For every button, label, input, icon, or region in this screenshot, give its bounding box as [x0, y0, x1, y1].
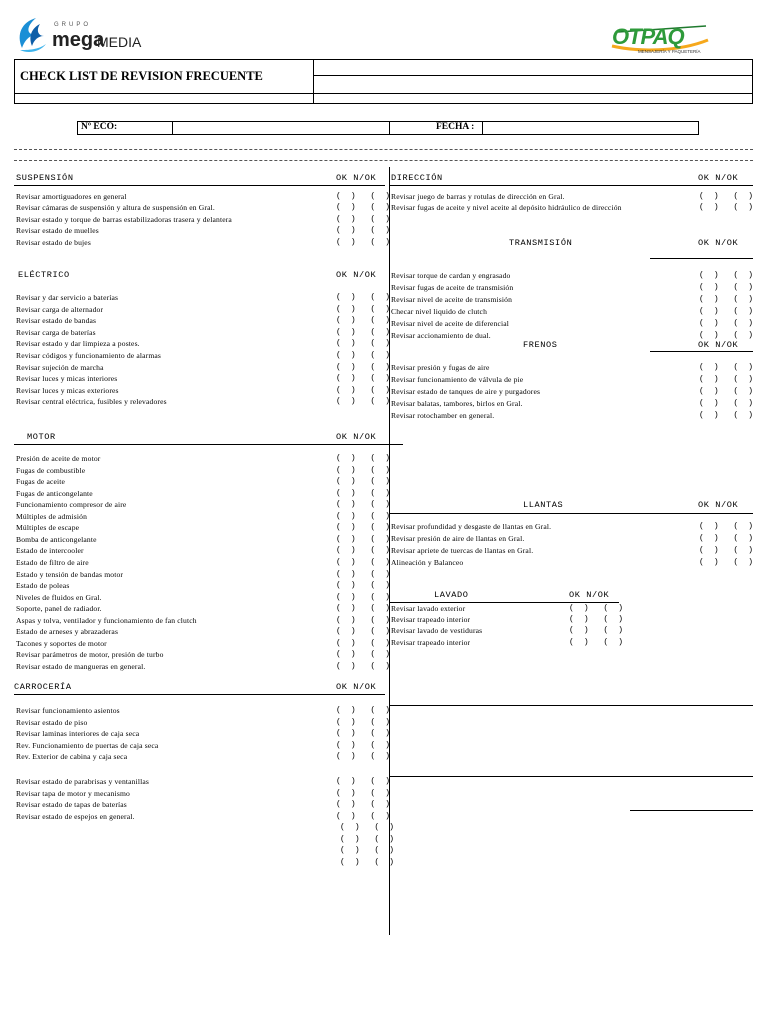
ok-nok-checkbox[interactable]: ( ) ( ): [699, 306, 754, 316]
checklist-item-electrico: Revisar códigos y funcionamiento de alarmas: [16, 351, 161, 360]
ok-nok-checkbox[interactable]: ( ) ( ): [699, 410, 754, 420]
ok-nok-checkbox[interactable]: ( ) ( ): [699, 294, 754, 304]
ok-nok-checkbox[interactable]: ( ) ( ): [336, 339, 391, 349]
ok-nok-checkbox[interactable]: ( ) ( ): [336, 226, 391, 236]
ok-nok-checkbox[interactable]: ( ) ( ): [340, 846, 395, 856]
checklist-item-electrico: Revisar y dar servicio a baterías: [16, 293, 119, 302]
ok-nok-checkbox[interactable]: ( ) ( ): [699, 203, 754, 213]
ok-nok-checkbox[interactable]: ( ) ( ): [699, 282, 754, 292]
ok-nok-checkbox[interactable]: ( ) ( ): [336, 546, 391, 556]
checklist-item-electrico: Revisar luces y micas exteriores: [16, 385, 119, 395]
ok-nok-checkbox[interactable]: ( ) ( ): [569, 637, 624, 647]
checklist-item-motor: Fugas de anticongelante: [16, 488, 93, 498]
electrico-ok-header: OK N/OK: [336, 270, 377, 280]
ok-nok-checkbox[interactable]: ( ) ( ): [569, 626, 624, 636]
brand-group-label: GRUPO: [54, 22, 92, 28]
checklist-item-direccion: Revisar juego de barras y rotulas de dirección en Gral.: [391, 192, 565, 201]
section-electrico-title: ELÉCTRICO: [18, 270, 70, 280]
checklist-item-motor: Estado de arneses y abrazaderas: [16, 627, 119, 637]
checklist-item-transmision: Checar nivel liquido de clutch: [391, 306, 488, 316]
ok-nok-checkbox[interactable]: ( ) ( ): [336, 800, 391, 810]
dashed-separator-2: [14, 160, 753, 161]
ok-nok-checkbox[interactable]: ( ) ( ): [336, 592, 391, 602]
ok-nok-checkbox[interactable]: ( ) ( ): [336, 534, 391, 544]
brand-media-text: MEDIA: [97, 34, 142, 50]
ok-nok-checkbox[interactable]: ( ) ( ): [336, 523, 391, 533]
checklist-item-motor: Estado de filtro de aire: [16, 557, 89, 567]
frenos-ok-header: OK N/OK: [698, 340, 739, 350]
ok-nok-checkbox[interactable]: ( ) ( ): [336, 650, 391, 660]
ok-nok-checkbox[interactable]: ( ) ( ): [336, 717, 391, 727]
megamedia-swirl-icon: [14, 14, 48, 56]
otpaq-main-text: OTPAQ: [612, 24, 684, 49]
checklist-item-motor: Niveles de fluidos en Gral.: [16, 592, 102, 602]
lavado-ok-header: OK N/OK: [569, 590, 610, 600]
ok-nok-checkbox[interactable]: ( ) ( ): [569, 604, 624, 613]
otpaq-subtitle-text: MENSAJERÍA Y PAQUETERÍA: [638, 49, 701, 54]
section-lavado-title: LAVADO: [434, 590, 469, 600]
ok-nok-checkbox[interactable]: ( ) ( ): [699, 557, 754, 567]
ok-nok-checkbox[interactable]: ( ) ( ): [336, 788, 391, 798]
blank-line-2: [389, 776, 753, 777]
section-direccion-title: DIRECCIÓN: [391, 173, 443, 183]
ok-nok-checkbox[interactable]: ( ) ( ): [336, 327, 391, 337]
checklist-item-frenos: Revisar funcionamiento de válvula de pie: [391, 374, 524, 384]
ok-nok-checkbox[interactable]: ( ) ( ): [699, 192, 754, 201]
checklist-item-transmision: Revisar fugas de aceite de transmisión: [391, 282, 514, 292]
checklist-item-electrico: Revisar carga de alternador: [16, 304, 104, 314]
llantas-ok-header: OK N/OK: [698, 500, 739, 510]
dashed-separator-1: [14, 149, 753, 150]
ok-nok-checkbox[interactable]: ( ) ( ): [699, 363, 754, 372]
ok-nok-checkbox[interactable]: ( ) ( ): [336, 615, 391, 625]
checklist-item-motor: Revisar parámetros de motor, presión de turbo: [16, 650, 164, 660]
checklist-item-carroceria: Revisar estado de tapas de baterías: [16, 800, 127, 810]
ok-nok-checkbox[interactable]: ( ) ( ): [699, 271, 754, 280]
checklist-item-motor: Estado de poleas: [16, 581, 70, 591]
checklist-item-motor: Revisar estado de mangueras en general.: [16, 661, 146, 671]
checklist-item-transmision: Revisar nivel de aceite de diferencial: [391, 318, 510, 328]
checklist-item-electrico: Revisar carga de baterías: [16, 327, 96, 337]
ok-nok-checkbox[interactable]: ( ) ( ): [336, 706, 391, 715]
ok-nok-checkbox[interactable]: ( ) ( ): [336, 740, 391, 750]
checklist-item-suspension: Revisar cámaras de suspensión y altura de suspensión en Gral.: [16, 203, 215, 213]
fecha-input[interactable]: [483, 122, 698, 134]
ok-nok-checkbox[interactable]: ( ) ( ): [336, 351, 391, 360]
fecha-label: FECHA :: [436, 122, 475, 132]
section-frenos-title: FRENOS: [523, 340, 558, 350]
ok-nok-checkbox[interactable]: ( ) ( ): [336, 237, 391, 247]
checklist-item-frenos: Revisar rotochamber en general.: [391, 410, 495, 420]
checklist-item-motor: Fugas de aceite: [16, 477, 66, 487]
checklist-item-llantas: Alineación y Balanceo: [391, 557, 464, 567]
title-box-row-line-1: [313, 75, 753, 76]
direccion-ok-header: OK N/OK: [698, 173, 739, 183]
section-suspension-title: SUSPENSIÓN: [16, 173, 74, 183]
checklist-item-carroceria: Revisar laminas interiores de caja seca: [16, 729, 140, 739]
ok-nok-checkbox[interactable]: ( ) ( ): [336, 581, 391, 591]
checklist-item-carroceria: Revisar estado de piso: [16, 717, 88, 727]
ok-nok-checkbox[interactable]: ( ) ( ): [336, 638, 391, 648]
ok-nok-checkbox[interactable]: ( ) ( ): [336, 214, 391, 224]
checklist-item-electrico: Revisar estado y dar limpieza a postes.: [16, 339, 140, 349]
carroceria-underline: [14, 694, 385, 695]
ok-nok-checkbox[interactable]: ( ) ( ): [336, 385, 391, 395]
checklist-item-suspension: Revisar amortiguadores en general: [16, 192, 127, 201]
checklist-item-direccion: Revisar fugas de aceite y nivel aceite al depósito hidráulico de dirección: [391, 203, 622, 213]
carroceria-ok-header: OK N/OK: [336, 682, 377, 692]
motor-underline: [14, 444, 403, 445]
checklist-item-carroceria: Revisar funcionamiento asientos: [16, 706, 120, 715]
ok-nok-checkbox[interactable]: ( ) ( ): [336, 511, 391, 521]
checklist-item-motor: Funcionamiento compresor de aire: [16, 500, 127, 510]
brand-mega-text: mega: [52, 29, 105, 51]
checklist-item-carroceria: Revisar estado de espejos en general.: [16, 811, 135, 821]
checklist-item-motor: Presión de aceite de motor: [16, 454, 101, 463]
checklist-item-frenos: Revisar estado de tanques de aire y purgadores: [391, 386, 541, 396]
ok-nok-checkbox[interactable]: ( ) ( ): [336, 661, 391, 671]
checklist-item-motor: Estado de intercooler: [16, 546, 84, 556]
ok-nok-checkbox[interactable]: ( ) ( ): [336, 203, 391, 213]
transmision-ok-header: OK N/OK: [698, 238, 739, 248]
ok-nok-checkbox[interactable]: ( ) ( ): [336, 293, 391, 302]
section-motor-title: MOTOR: [27, 432, 56, 442]
checklist-item-motor: Múltiples de escape: [16, 523, 80, 533]
checklist-item-transmision: Revisar accionamiento de dual.: [391, 330, 491, 340]
ok-nok-checkbox[interactable]: ( ) ( ): [699, 545, 754, 555]
ok-nok-checkbox[interactable]: ( ) ( ): [699, 318, 754, 328]
direccion-underline: [389, 185, 753, 186]
ok-nok-checkbox[interactable]: ( ) ( ): [336, 192, 391, 201]
checklist-item-transmision: Revisar torque de cardan y engrasado: [391, 271, 511, 280]
ok-nok-checkbox[interactable]: ( ) ( ): [336, 604, 391, 614]
checklist-item-lavado: Revisar trapeado interior: [391, 637, 471, 647]
ok-nok-checkbox[interactable]: ( ) ( ): [336, 500, 391, 510]
checklist-item-motor: Estado y tensión de bandas motor: [16, 569, 124, 579]
ok-nok-checkbox[interactable]: ( ) ( ): [336, 397, 391, 407]
megamedia-logo: [14, 12, 142, 58]
checklist-item-frenos: Revisar presión y fugas de aire: [391, 363, 490, 372]
section-transmision-title: TRANSMISIÓN: [509, 238, 573, 248]
checklist-item-lavado: Revisar lavado de vestiduras: [391, 626, 483, 636]
ok-nok-checkbox[interactable]: ( ) ( ): [336, 627, 391, 637]
ok-nok-checkbox[interactable]: ( ) ( ): [340, 834, 395, 844]
ok-nok-checkbox[interactable]: ( ) ( ): [699, 374, 754, 384]
checklist-item-carroceria: Revisar tapa de motor y mecanismo: [16, 788, 130, 798]
checklist-item-motor: Fugas de combustible: [16, 465, 86, 475]
checklist-item-transmision: Revisar nivel de aceite de transmisión: [391, 294, 513, 304]
ok-nok-checkbox[interactable]: ( ) ( ): [336, 477, 391, 487]
checklist-item-llantas: Revisar profundidad y desgaste de llantas en Gral.: [391, 522, 552, 531]
ok-nok-checkbox[interactable]: ( ) ( ): [336, 811, 391, 821]
checklist-item-motor: Bomba de anticongelante: [16, 534, 97, 544]
signature-line: [630, 810, 753, 811]
checklist-item-lavado: Revisar trapeado interior: [391, 615, 471, 625]
title-box-row-line-2: [14, 93, 753, 94]
checklist-item-llantas: Revisar presión de aire de llantas en Gral.: [391, 533, 525, 543]
checklist-item-llantas: Revisar apriete de tuercas de llantas en Gral.: [391, 545, 534, 555]
section-carroceria-title: CARROCERÍA: [14, 682, 72, 692]
title-box-divider: [313, 59, 314, 104]
ok-nok-checkbox[interactable]: ( ) ( ): [336, 752, 391, 762]
ok-nok-checkbox[interactable]: ( ) ( ): [336, 316, 391, 326]
checklist-item-suspension: Revisar estado de bujes: [16, 237, 91, 247]
suspension-underline: [14, 185, 385, 186]
eco-divider-2: [389, 121, 390, 135]
checklist-item-electrico: Revisar luces y micas interiores: [16, 374, 118, 384]
ok-nok-checkbox[interactable]: ( ) ( ): [336, 304, 391, 314]
checklist-item-suspension: Revisar estado y torque de barras estabilizadoras trasera y delantera: [16, 214, 232, 224]
ok-nok-checkbox[interactable]: ( ) ( ): [699, 398, 754, 408]
ok-nok-checkbox[interactable]: ( ) ( ): [699, 330, 754, 340]
checklist-item-motor: Soporte, panel de radiador.: [16, 604, 102, 614]
ok-nok-checkbox[interactable]: ( ) ( ): [336, 557, 391, 567]
checklist-item-electrico: Revisar central eléctrica, fusibles y relevadores: [16, 397, 167, 407]
ok-nok-checkbox[interactable]: ( ) ( ): [340, 857, 395, 867]
checklist-item-frenos: Revisar balatas, tambores, birlos en Gral.: [391, 398, 523, 408]
checklist-item-motor: Tacones y soportes de motor: [16, 638, 107, 648]
ok-nok-checkbox[interactable]: ( ) ( ): [699, 522, 754, 531]
ok-nok-checkbox[interactable]: ( ) ( ): [336, 374, 391, 384]
checklist-item-carroceria: Rev. Funcionamiento de puertas de caja seca: [16, 740, 159, 750]
blank-line-1: [389, 705, 753, 706]
checklist-item-lavado: Revisar lavado exterior: [391, 604, 466, 613]
section-llantas-title: LLANTAS: [523, 500, 564, 510]
checklist-item-motor: Aspas y tolva, ventilador y funcionamiento de fan clutch: [16, 615, 197, 625]
eco-label: Nº ECO:: [81, 122, 118, 132]
ok-nok-checkbox[interactable]: ( ) ( ): [699, 533, 754, 543]
checklist-item-electrico: Revisar estado de bandas: [16, 316, 97, 326]
page-title: CHECK LIST DE REVISION FRECUENTE: [20, 69, 263, 83]
suspension-ok-header: OK N/OK: [336, 173, 377, 183]
ok-nok-checkbox[interactable]: ( ) ( ): [336, 488, 391, 498]
eco-input[interactable]: [173, 122, 388, 134]
ok-nok-checkbox[interactable]: ( ) ( ): [336, 777, 391, 786]
ok-nok-checkbox[interactable]: ( ) ( ): [336, 454, 391, 463]
ok-nok-checkbox[interactable]: ( ) ( ): [336, 569, 391, 579]
transmision-underline: [650, 258, 753, 259]
frenos-underline: [650, 351, 753, 352]
otpaq-logo: [608, 22, 712, 58]
checklist-item-carroceria: Rev. Exterior de cabina y caja seca: [16, 752, 128, 762]
checklist-item-carroceria: Revisar estado de parabrisas y ventanillas: [16, 777, 150, 786]
ok-nok-checkbox[interactable]: ( ) ( ): [336, 465, 391, 475]
motor-ok-header: OK N/OK: [336, 432, 377, 442]
checklist-item-motor: Múltiples de admisión: [16, 511, 88, 521]
ok-nok-checkbox[interactable]: ( ) ( ): [569, 615, 624, 625]
llantas-underline: [389, 513, 753, 514]
checklist-item-electrico: Revisar sujeción de marcha: [16, 362, 104, 372]
ok-nok-checkbox[interactable]: ( ) ( ): [340, 823, 395, 832]
ok-nok-checkbox[interactable]: ( ) ( ): [336, 362, 391, 372]
ok-nok-checkbox[interactable]: ( ) ( ): [699, 386, 754, 396]
checklist-item-suspension: Revisar estado de muelles: [16, 226, 99, 236]
ok-nok-checkbox[interactable]: ( ) ( ): [336, 729, 391, 739]
